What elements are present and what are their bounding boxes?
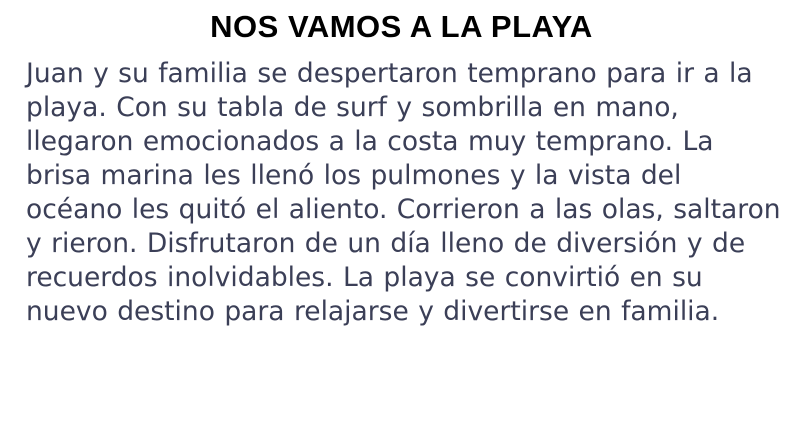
page-title: NOS VAMOS A LA PLAYA (210, 9, 593, 44)
story-paragraph: Juan y su familia se despertaron temprano para ir a la playa. Con su tabla de surf y sombrilla en mano, llegaron emocionados a la costa muy temprano. La brisa marina les llenó los pulmones y la vista del océano les quitó el aliento. Corrieron a las olas, saltaron y rieron. Disfrutaron de un día lleno de diversión y de recuerdos inolvidables. La playa se convirtió en su nuevo destino para relajarse y divertirse en familia. (26, 58, 791, 328)
document-page (0, 8, 803, 432)
